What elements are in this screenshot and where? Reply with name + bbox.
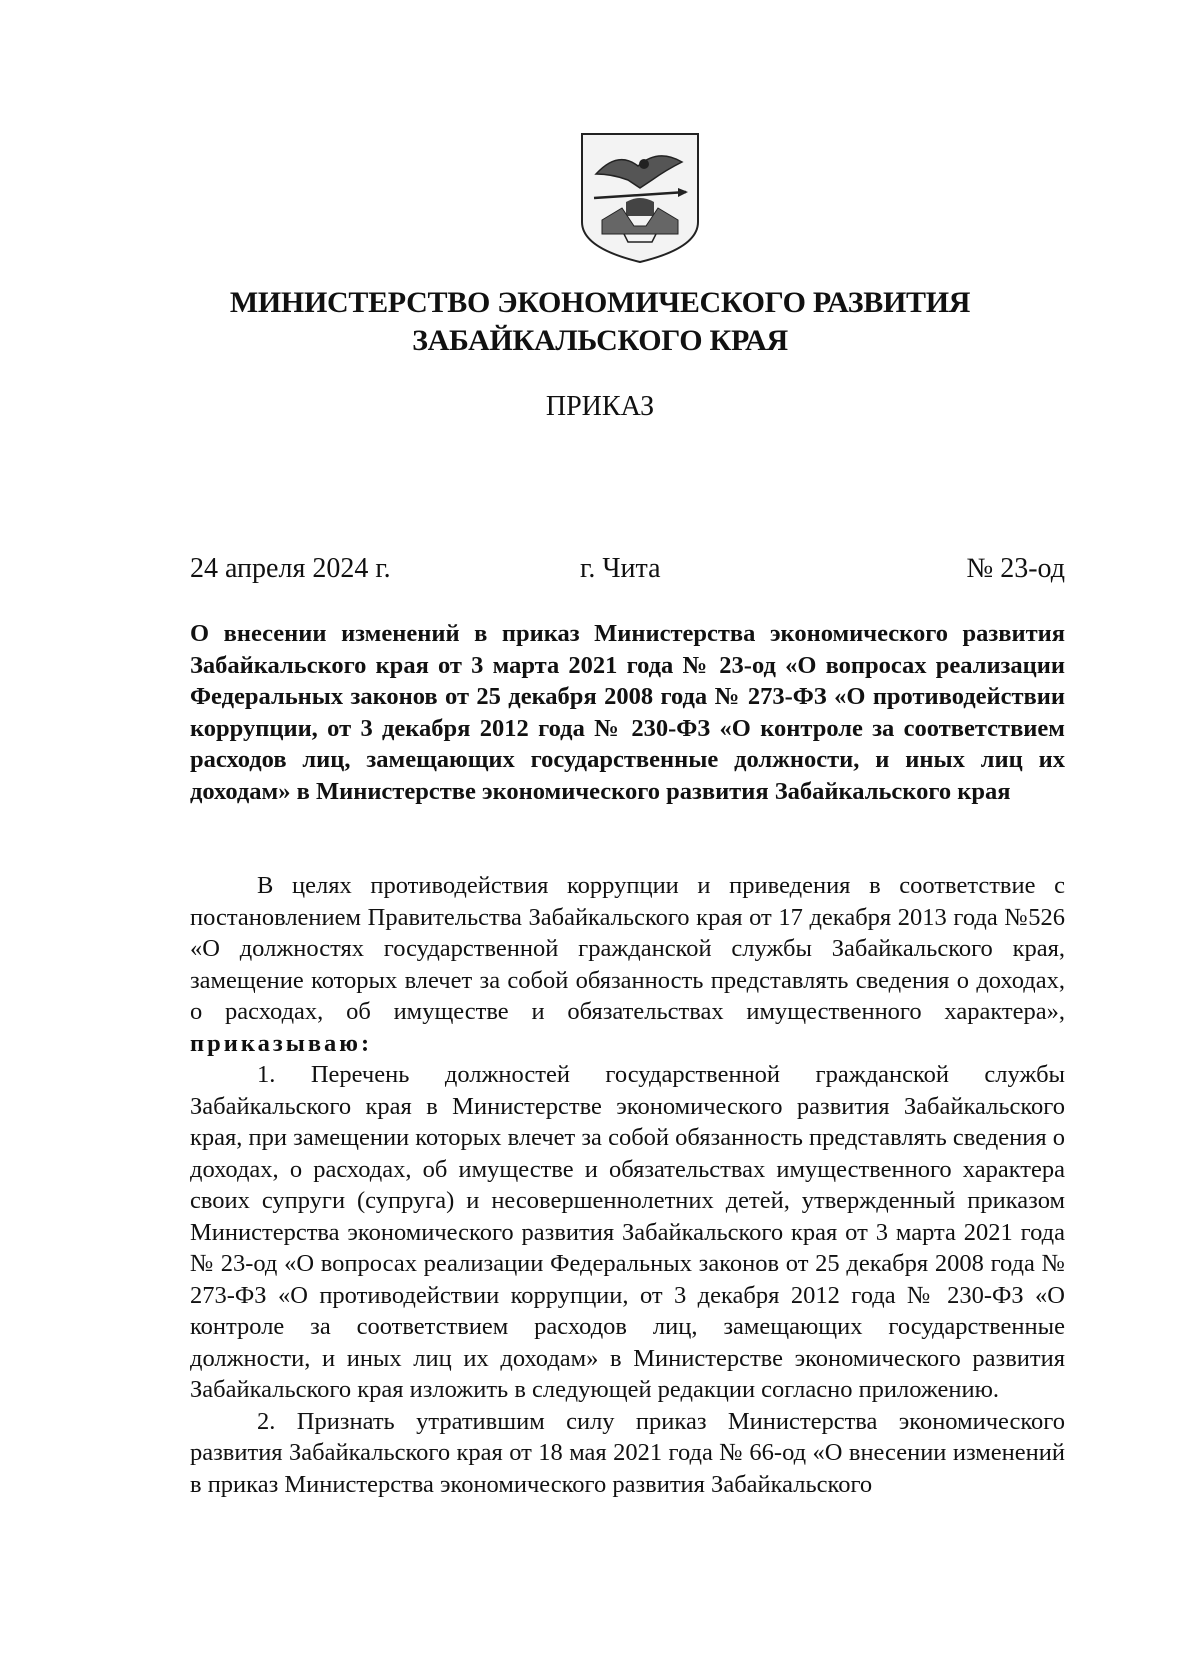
coat-of-arms-emblem (578, 130, 702, 266)
preamble-paragraph (190, 870, 1065, 1059)
organization-line-1: МИНИСТЕРСТВО ЭКОНОМИЧЕСКОГО РАЗВИТИЯ (229, 286, 971, 319)
preamble-text: В целях противодействия коррупции и приведения в соответствие с постановлением Правительства Забайкальского края от 17 декабря 2013 года №526 «О должностях государственной гражданской службы Забайкальского края, замещение которых влечет за собой обязанность представлять сведения о доходах, о расходах, об имуществе и обязательствах имущественного характера», (190, 872, 1065, 1025)
organization-name (150, 284, 1050, 360)
document-number: № 23-од (966, 553, 1065, 584)
order-word: приказываю: (190, 1029, 373, 1057)
document-body (190, 870, 1065, 1500)
document-city: г. Чита (580, 553, 661, 584)
document-title: О внесении изменений в приказ Министерства экономического развития Забайкальского края от 3 марта 2021 года № 23-од «О вопросах реализации Федеральных законов от 25 декабря 2008 года № 273-ФЗ «О противодействии коррупции, от 3 декабря 2012 года № 230-ФЗ «О контроле за соответствием расходов лиц, замещающих государственные должности, и иных лиц их доходам» в Министерстве экономического развития Забайкальского края (190, 620, 1065, 805)
item-1-paragraph: 1. Перечень должностей государственной гражданской службы Забайкальского края в Министерстве экономического развития Забайкальского края, при замещении которых влечет за собой обязанность представлять сведения о доходах, о расходах, об имуществе и обязательствах имущественного характера своих супруги (супруга) и несовершеннолетних детей, утвержденный приказом Министерства экономического развития Забайкальского края от 3 марта 2021 года № 23-од «О вопросах реализации Федеральных законов от 25 декабря 2008 года № 273-ФЗ «О противодействии коррупции, от 3 декабря 2012 года № 230-ФЗ «О контроле за соответствием расходов лиц, замещающих государственные должности, и иных лиц их доходам» в Министерстве экономического развития Забайкальского края изложить в следующей редакции согласно приложению. (190, 1061, 1065, 1403)
document-date: 24 апреля 2024 г. (190, 553, 391, 584)
document-type: ПРИКАЗ (545, 391, 655, 422)
organization-line-2: ЗАБАЙКАЛЬСКОГО КРАЯ (412, 324, 788, 357)
item-2-paragraph: 2. Признать утратившим силу приказ Министерства экономического развития Забайкальского края от 18 мая 2021 года № 66-од «О внесении изменений в приказ Министерства экономического развития Забайкальского (190, 1407, 1065, 1498)
